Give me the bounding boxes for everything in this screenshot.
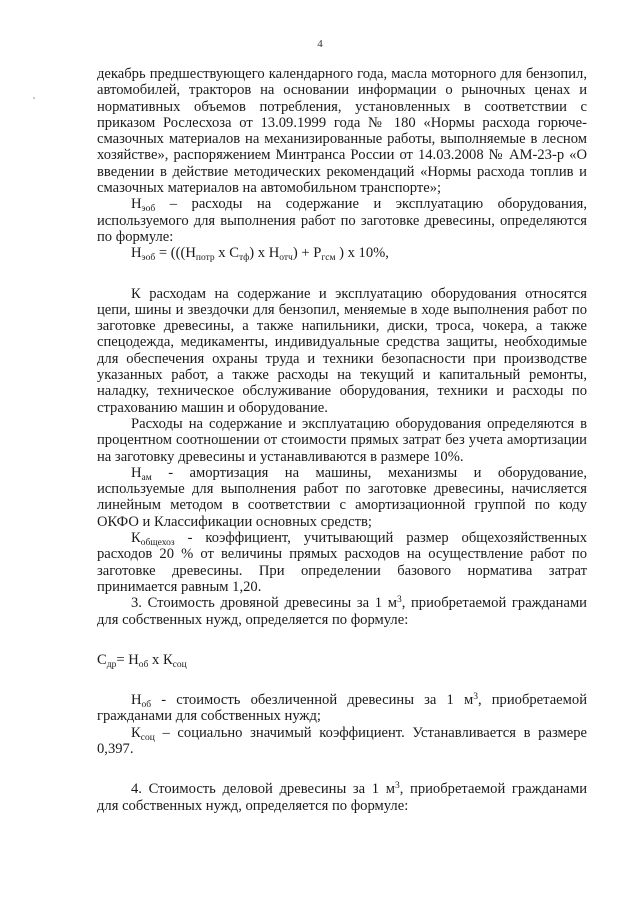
- paragraph-equipment-list: К расходам на содержание и эксплуатацию оборудования относятся цепи, шины и звездочки для бензопил, меняемые в ходе выполнения работ по заготовке древесины, а также напильники, диски, троса, чокера, а также спецодежда, медикаменты, индивидуальные средства защиты, необходимые для обеспечения охраны труда и техники безопасности при производстве указанных работ, а также расходы на текущий и капитальный ремонты, наладку, техническое обслуживание оборудования, техники и расходы по страхованию машин и оборудование.: [97, 285, 587, 416]
- symbol-subscript: эоб: [141, 204, 156, 215]
- symbol: Н: [131, 196, 142, 213]
- scan-speck: [33, 97, 35, 99]
- definition-text: – расходы на содержание и эксплуатацию оборудования, используемого для выполнения работ по заготовке древесины, определяются по формуле:: [97, 196, 587, 245]
- paragraph-overhead-coefficient: $К_{общехоз}$ - коэффициент, учитывающий размер общехозяйственных расходов 20 % от величины прямых расходов на осуществление работ по заготовке древесины. При определении базового норматива затрат принимается равным 1,20.: [97, 530, 587, 595]
- formula-equipment: $Н_{эоб} = (((Н_{потр}$ х $С_{тф}$) х $Н_{отч}) + Р_{гсм}$ ) х 10%,: [131, 245, 389, 264]
- paragraph-firewood-cost: 3. Стоимость дровяной древесины за 1 $м^3$, приобретаемой гражданами для собственных нужд, определяется по формуле:: [97, 595, 587, 628]
- paragraph-amortization: $Н_{ам}$ - амортизация на машины, механизмы и оборудование, используемые для выполнения работ по заготовке древесины, начисляется линейным методом в соответствии с амортизационной группой по коду ОКФО и Классификации основных средств;: [97, 464, 587, 530]
- paragraph-equipment-costs: [97, 196, 587, 245]
- paragraph-commercial-wood-cost: 4. Стоимость деловой древесины за 1 $м^3$, приобретаемой гражданами для собственных нужд, определяется по формуле:: [97, 781, 587, 814]
- paragraph-social-coefficient: $К_{соц}$ – социально значимый коэффициент. Устанавливается в размере 0,397.: [97, 724, 587, 757]
- paragraph-fuel-norms: декабрь предшествующего календарного года, масла моторного для бензопил, автомобилей, тракторов на основании информации о рыночных ценах и нормативных объемов потребления, установленных в соответствии с приказом Рослесхоза от 13.09.1999 года № 180 «Нормы расхода горюче-смазочных материалов на механизированные работы, выполняемые в лесном хозяйстве», распоряжением Минтранса России от 14.03.2008 № АМ-23-р «О введении в действие методических рекомендаций «Нормы расхода топлив и смазочных материалов на автомобильном транспорте»;: [97, 66, 587, 197]
- page-number: 4: [317, 38, 323, 50]
- paragraph-impersonal-wood: $Н_{об}$ - стоимость обезличенной древесины за 1 $м^3$, приобретаемой гражданами для собственных нужд;: [97, 692, 587, 725]
- document-body: [97, 66, 587, 814]
- paragraph-equipment-percent: Расходы на содержание и эксплуатацию оборудования определяются в процентном соотношении от стоимости прямых затрат без учета амортизации на заготовку древесины и устанавливаются в размере 10%.: [97, 415, 587, 465]
- formula-firewood: $С_{др}= Н_{об}$ х $К_{соц}$: [97, 651, 187, 670]
